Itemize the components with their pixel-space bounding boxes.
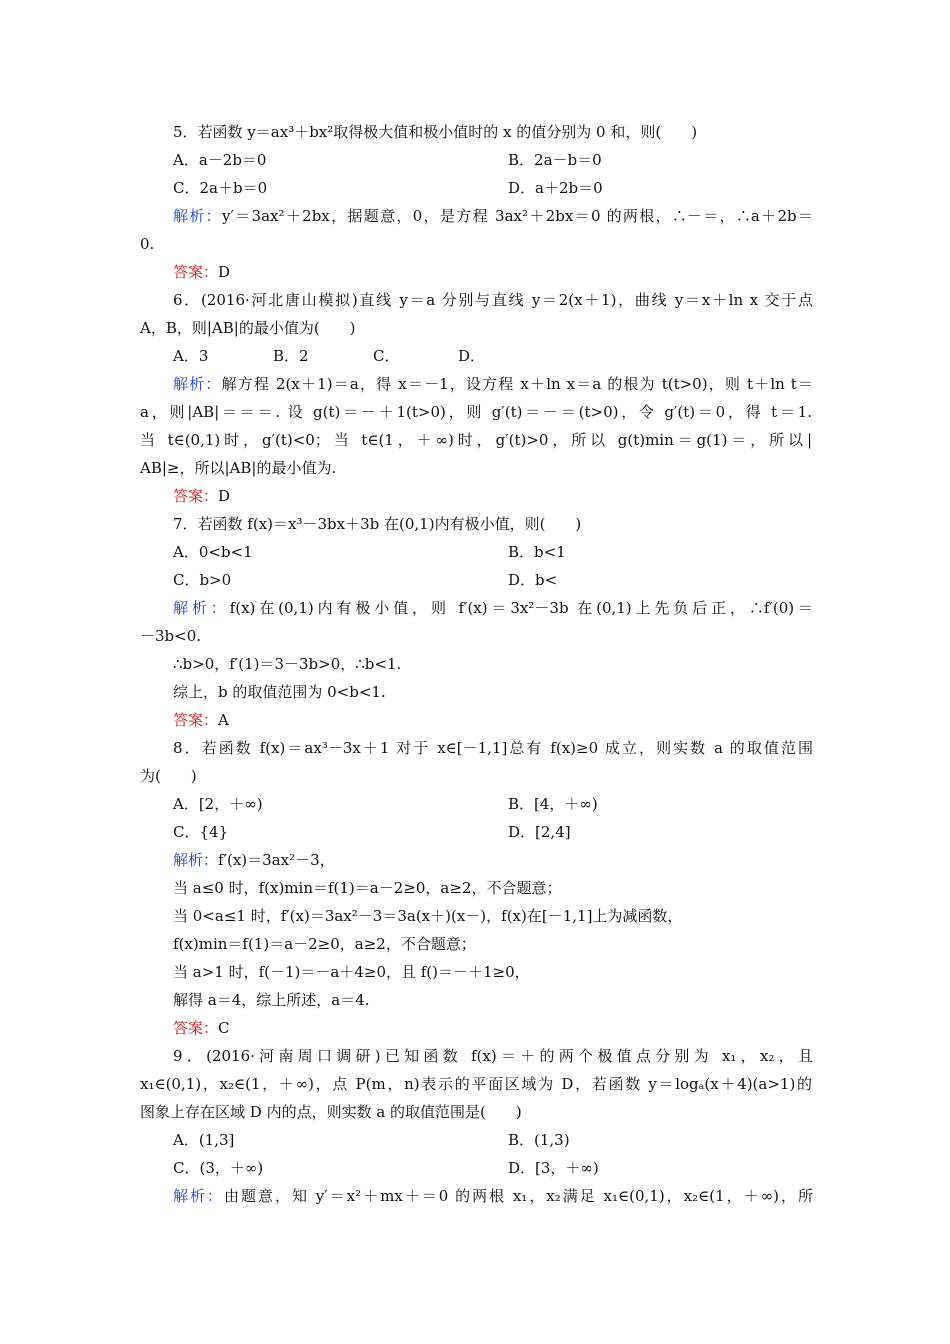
option-c: C．{4} xyxy=(173,823,229,841)
option-c: C． xyxy=(373,347,400,365)
option-a: A．a－2b＝0 xyxy=(173,151,267,169)
analysis-line: AB|≥，所以|AB|的最小值为. xyxy=(140,459,337,477)
option-a: A．(1,3] xyxy=(173,1131,235,1149)
question-8-stem-cont: 为( ) xyxy=(140,767,197,785)
option-a: A．0<b<1 xyxy=(173,543,253,561)
option-c: C．(3，＋∞) xyxy=(173,1159,264,1177)
analysis-label: 解析： xyxy=(173,207,222,225)
question-8-stem: 8．若函数 f(x)＝ax³－3x＋1 对于 x∈[－1,1]总有 f(x)≥0 成立，则实数 a 的取值范围 xyxy=(173,739,813,757)
option-c: C．b>0 xyxy=(173,571,232,589)
analysis-label: 解析： xyxy=(173,599,230,617)
analysis-line: ∴b>0，f′(1)＝3－3b>0，∴b<1. xyxy=(173,655,402,673)
option-b: B．2 xyxy=(273,347,309,365)
question-9-stem-cont: x₁∈(0,1)，x₂∈(1，＋∞)，点 P(m，n)表示的平面区域为 D，若函数 y＝logₐ(x＋4)(a>1)的 xyxy=(140,1075,812,1093)
analysis-line: 当 a>1 时，f(－1)＝－a＋4≥0，且 f()＝－＋1≥0， xyxy=(173,963,530,981)
analysis-line: a，则|AB|＝＝＝. 设 g(t)＝－＋1(t>0)，则 g′(t)＝－＝(t>0)，令 g′(t)＝0，得 t＝1. xyxy=(140,403,812,421)
question-6-stem: 6．(2016·河北唐山模拟)直线 y＝a 分别与直线 y＝2(x＋1)，曲线 y＝x＋ln x 交于点 xyxy=(173,291,813,309)
analysis-line: 解析：y′＝3ax²＋2bx，据题意，0，是方程 3ax²＋2bx＝0 的两根，∴－＝，∴a＋2b＝ xyxy=(173,207,813,225)
analysis-line: 当 0<a≤1 时，f′(x)＝3ax²－3＝3a(x＋)(x－)，f(x)在[－1,1]上为减函数， xyxy=(173,907,683,925)
option-c: C．2a＋b＝0 xyxy=(173,179,268,197)
answer-label: 答案： xyxy=(173,1019,219,1037)
option-a: A．[2，＋∞) xyxy=(173,795,263,813)
answer-line: 答案：A xyxy=(173,711,229,729)
option-b: B．2a－b＝0 xyxy=(508,151,602,169)
analysis-label: 解析： xyxy=(173,375,222,393)
question-5-stem: 5．若函数 y＝ax³＋bx²取得极大值和极小值时的 x 的值分别为 0 和，则( ) xyxy=(173,123,698,141)
option-b: B．b<1 xyxy=(508,543,566,561)
question-9-stem: 9．(2016·河南周口调研)已知函数 f(x)＝＋的两个极值点分别为 x₁，x₂，且 xyxy=(173,1047,813,1065)
analysis-line: 综上，b 的取值范围为 0<b<1. xyxy=(173,683,386,701)
analysis-label: 解析： xyxy=(173,1187,224,1205)
answer-line: 答案：C xyxy=(173,1019,230,1037)
option-d: D． xyxy=(458,347,486,365)
answer-line: 答案：D xyxy=(173,263,231,281)
analysis-line: 解析：解方程 2(x＋1)＝a，得 x＝－1，设方程 x＋ln x＝a 的根为 t(t>0)，则 t＋ln t＝ xyxy=(173,375,813,393)
answer-line: 答案：D xyxy=(173,487,231,505)
analysis-line: f(x)min＝f(1)＝a－2≥0，a≥2，不合题意； xyxy=(173,935,476,953)
answer-label: 答案： xyxy=(173,487,219,505)
question-7-stem: 7．若函数 f(x)＝x³－3bx＋3b 在(0,1)内有极小值，则( ) xyxy=(173,515,582,533)
option-a: A．3 xyxy=(173,347,209,365)
analysis-line: －3b<0. xyxy=(140,627,202,645)
option-b: B．[4，＋∞) xyxy=(508,795,598,813)
analysis-line: 解析：f′(x)＝3ax²－3， xyxy=(173,851,335,869)
option-d: D．[3，＋∞) xyxy=(508,1159,599,1177)
answer-label: 答案： xyxy=(173,263,219,281)
analysis-line: 当 a≤0 时，f(x)min＝f(1)＝a－2≥0，a≥2，不合题意； xyxy=(173,879,562,897)
analysis-line: 当 t∈(0,1)时，g′(t)<0；当 t∈(1，＋∞)时，g′(t)>0，所以 g(t)min＝g(1)＝，所以| xyxy=(140,431,812,449)
analysis-label: 解析： xyxy=(173,851,219,869)
answer-label: 答案： xyxy=(173,711,219,729)
option-d: D．a＋2b＝0 xyxy=(508,179,603,197)
analysis-line: 解得 a＝4，综上所述，a＝4. xyxy=(173,991,370,1009)
question-9-stem-cont: 图象上存在区域 D 内的点，则实数 a 的取值范围是( ) xyxy=(140,1103,522,1121)
analysis-line: 解析：f(x)在(0,1)内有极小值，则 f′(x)＝3x²－3b 在(0,1)上先负后正，∴f′(0)＝ xyxy=(173,599,813,617)
analysis-line: 解析：由题意，知 y′＝x²＋mx＋＝0 的两根 x₁，x₂满足 x₁∈(0,1)，x₂∈(1，＋∞)，所 xyxy=(173,1187,813,1205)
option-d: D．[2,4] xyxy=(508,823,571,841)
option-b: B．(1,3) xyxy=(508,1131,570,1149)
analysis-line: 0. xyxy=(140,235,155,253)
question-6-stem-cont: A，B，则|AB|的最小值为( ) xyxy=(140,319,356,337)
option-d: D．b< xyxy=(508,571,558,589)
